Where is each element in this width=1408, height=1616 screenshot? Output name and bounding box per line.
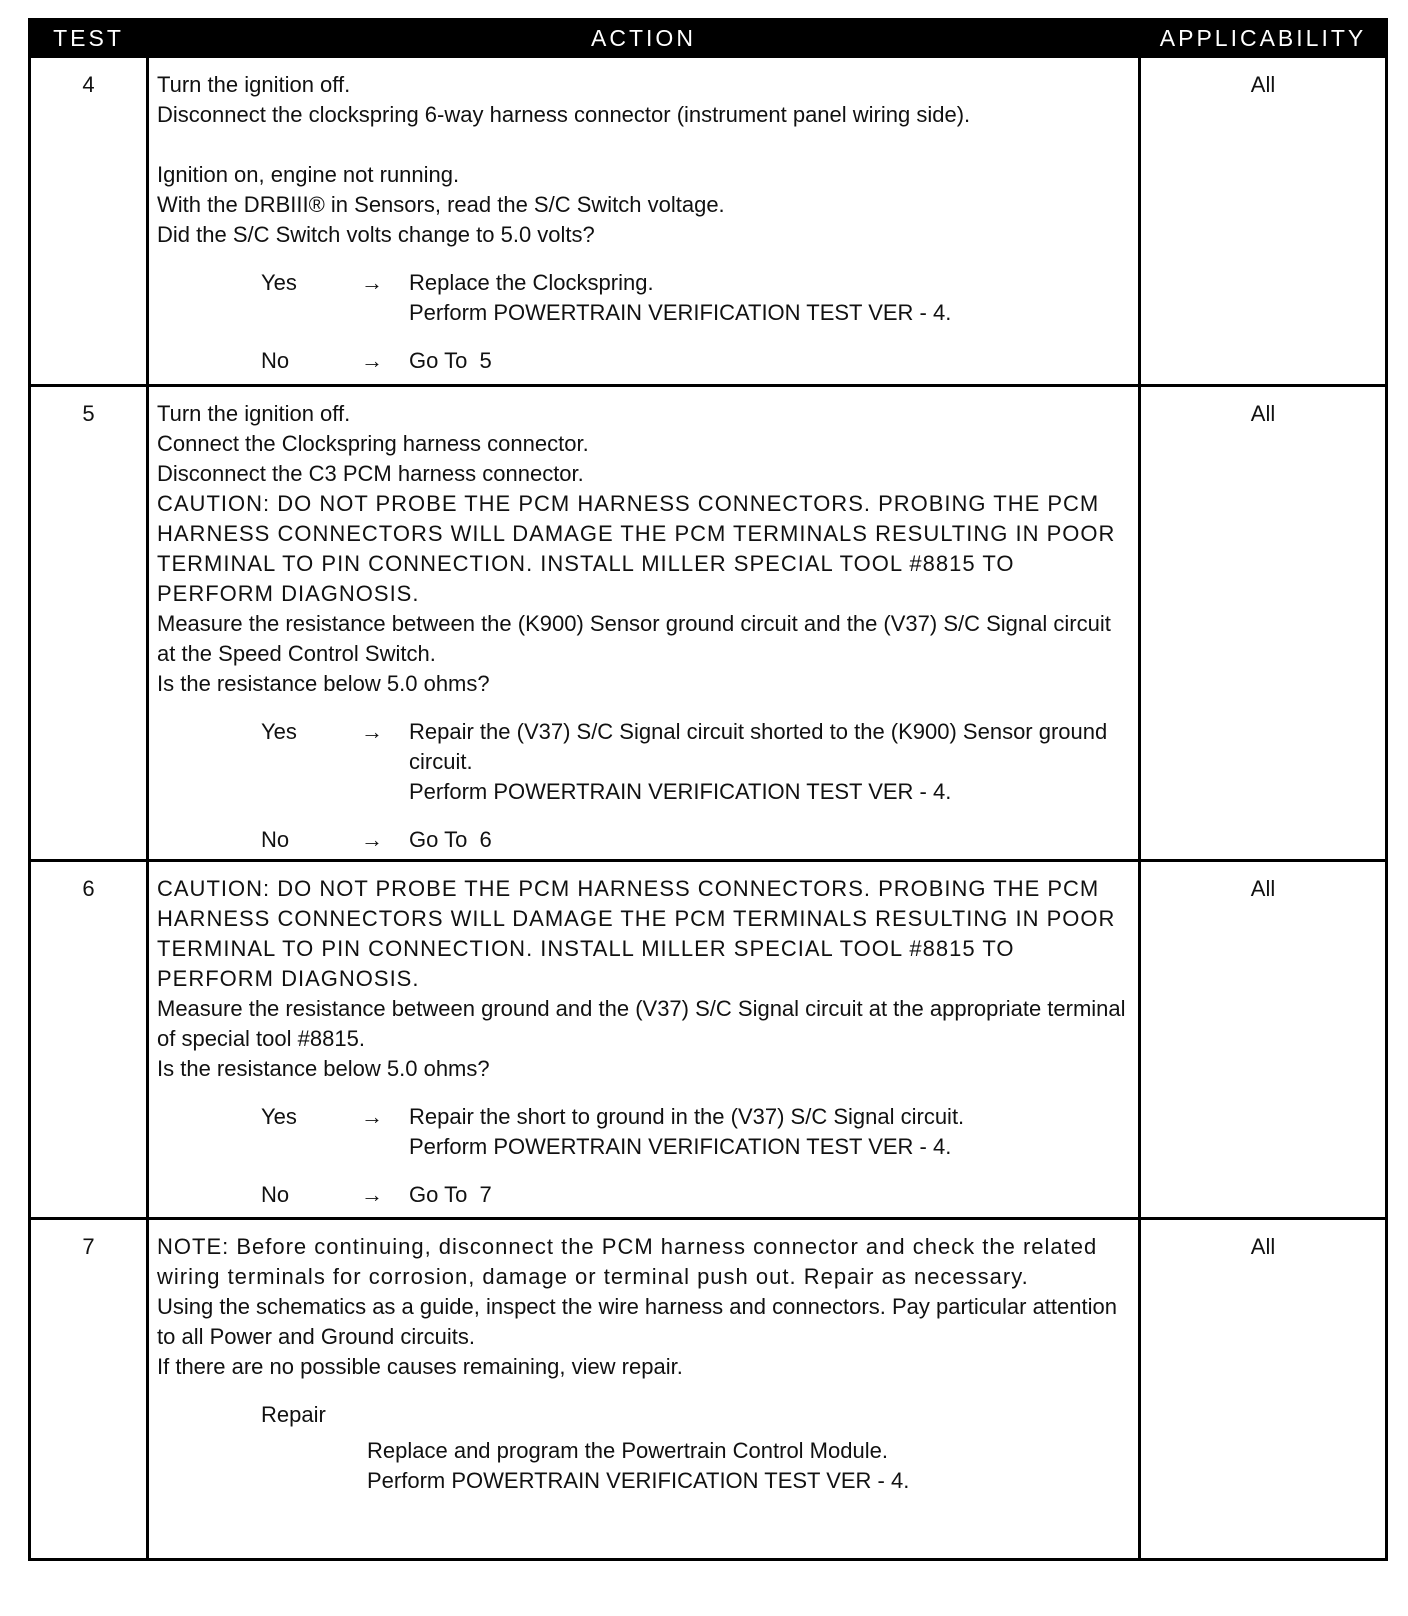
repair-result-line: Perform POWERTRAIN VERIFICATION TEST VER - 4. bbox=[367, 1468, 910, 1493]
table-row bbox=[31, 384, 1385, 859]
table-row bbox=[31, 1217, 1385, 1558]
note-text: NOTE: Before continuing, disconnect the PCM harness connector and check the related wiring terminals for corrosion, damage or terminal push out. Repair as necessary. bbox=[157, 1234, 1098, 1289]
yes-result-line: Perform POWERTRAIN VERIFICATION TEST VER - 4. bbox=[409, 779, 952, 804]
action-line: Did the S/C Switch volts change to 5.0 volts? bbox=[157, 222, 595, 247]
action-line: Turn the ignition off. bbox=[157, 401, 351, 426]
yes-branch bbox=[157, 1102, 1130, 1162]
action-line: Is the resistance below 5.0 ohms? bbox=[157, 671, 490, 696]
caution-text: CAUTION: DO NOT PROBE THE PCM HARNESS CONNECTORS. PROBING THE PCM HARNESS CONNECTORS WILL DAMAGE THE PCM TERMINALS RESULTING IN POOR TERMINAL TO PIN CONNECTION. INSTALL MILLER SPECIAL TOOL #8815 TO PERFORM DIAGNOSIS. bbox=[157, 491, 1116, 606]
action-cell bbox=[149, 387, 1141, 859]
action-line: With the DRBIII® in Sensors, read the S/C Switch voltage. bbox=[157, 192, 725, 217]
diagnostic-table-page bbox=[28, 18, 1388, 1561]
action-line: Using the schematics as a guide, inspect the wire harness and connectors. Pay particular attention to all Power and Ground circuits. bbox=[157, 1294, 1117, 1349]
caution-text: CAUTION: DO NOT PROBE THE PCM HARNESS CONNECTORS. PROBING THE PCM HARNESS CONNECTORS WILL DAMAGE THE PCM TERMINALS RESULTING IN POOR TERMINAL TO PIN CONNECTION. INSTALL MILLER SPECIAL TOOL #8815 TO PERFORM DIAGNOSIS. bbox=[157, 876, 1116, 991]
no-result: Go To 6 bbox=[409, 827, 492, 852]
header-applicability: APPLICABILITY bbox=[1159, 24, 1367, 51]
yes-result bbox=[409, 268, 1130, 328]
repair-result bbox=[157, 1436, 1130, 1496]
yes-result-line: Perform POWERTRAIN VERIFICATION TEST VER - 4. bbox=[409, 300, 952, 325]
table-header bbox=[28, 18, 1388, 58]
yes-branch bbox=[157, 268, 1130, 328]
no-label: No bbox=[261, 827, 290, 852]
yes-branch bbox=[157, 717, 1130, 807]
action-line: Ignition on, engine not running. bbox=[157, 162, 460, 187]
no-branch bbox=[157, 1180, 1130, 1210]
no-result: Go To 5 bbox=[409, 348, 492, 373]
arrow-right-icon: → bbox=[361, 270, 383, 295]
header-test: TEST bbox=[53, 24, 124, 51]
action-line: Is the resistance below 5.0 ohms? bbox=[157, 1056, 490, 1081]
action-line: Disconnect the C3 PCM harness connector. bbox=[157, 461, 584, 486]
applicability-cell: All bbox=[1250, 1234, 1276, 1259]
table-row bbox=[31, 859, 1385, 1217]
yes-result-line: Repair the (V37) S/C Signal circuit shorted to the (K900) Sensor ground circuit. bbox=[409, 719, 1108, 774]
test-number: 4 bbox=[31, 58, 149, 384]
action-line: Measure the resistance between ground and the (V37) S/C Signal circuit at the appropriate terminal of special tool #8815. bbox=[157, 996, 1126, 1051]
yes-result bbox=[409, 1102, 1130, 1162]
no-result: Go To 7 bbox=[409, 1182, 492, 1207]
yes-result bbox=[409, 717, 1130, 807]
arrow-right-icon: → bbox=[361, 348, 383, 373]
yes-label: Yes bbox=[261, 1104, 297, 1129]
no-branch bbox=[157, 346, 1130, 376]
yes-label: Yes bbox=[261, 719, 297, 744]
applicability-cell: All bbox=[1250, 876, 1276, 901]
arrow-right-icon: → bbox=[361, 827, 383, 852]
yes-result-line: Repair the short to ground in the (V37) S/C Signal circuit. bbox=[409, 1104, 965, 1129]
action-line: Disconnect the clockspring 6-way harness connector (instrument panel wiring side). bbox=[157, 102, 971, 127]
arrow-right-icon: → bbox=[361, 719, 383, 744]
test-number: 7 bbox=[31, 1220, 149, 1558]
action-line: Turn the ignition off. bbox=[157, 72, 351, 97]
yes-result-line: Perform POWERTRAIN VERIFICATION TEST VER - 4. bbox=[409, 1134, 952, 1159]
action-cell bbox=[149, 862, 1141, 1217]
test-number: 6 bbox=[31, 862, 149, 1217]
action-line: Measure the resistance between the (K900) Sensor ground circuit and the (V37) S/C Signal circuit at the Speed Control Switch. bbox=[157, 611, 1111, 666]
action-cell bbox=[149, 1220, 1141, 1558]
table-body bbox=[28, 58, 1388, 1561]
no-label: No bbox=[261, 1182, 290, 1207]
no-label: No bbox=[261, 348, 290, 373]
header-action: ACTION bbox=[591, 24, 696, 51]
yes-result-line: Replace the Clockspring. bbox=[409, 270, 654, 295]
arrow-right-icon: → bbox=[361, 1182, 383, 1207]
action-cell bbox=[149, 58, 1141, 384]
action-line: If there are no possible causes remaining, view repair. bbox=[157, 1354, 683, 1379]
applicability-cell: All bbox=[1250, 72, 1276, 97]
arrow-right-icon: → bbox=[361, 1104, 383, 1129]
test-number: 5 bbox=[31, 387, 149, 859]
table-row bbox=[31, 58, 1385, 384]
repair-result-line: Replace and program the Powertrain Control Module. bbox=[367, 1438, 888, 1463]
repair-label: Repair bbox=[261, 1402, 326, 1427]
yes-label: Yes bbox=[261, 270, 297, 295]
action-line: Connect the Clockspring harness connector. bbox=[157, 431, 589, 456]
applicability-cell: All bbox=[1250, 401, 1276, 426]
no-branch bbox=[157, 825, 1130, 855]
